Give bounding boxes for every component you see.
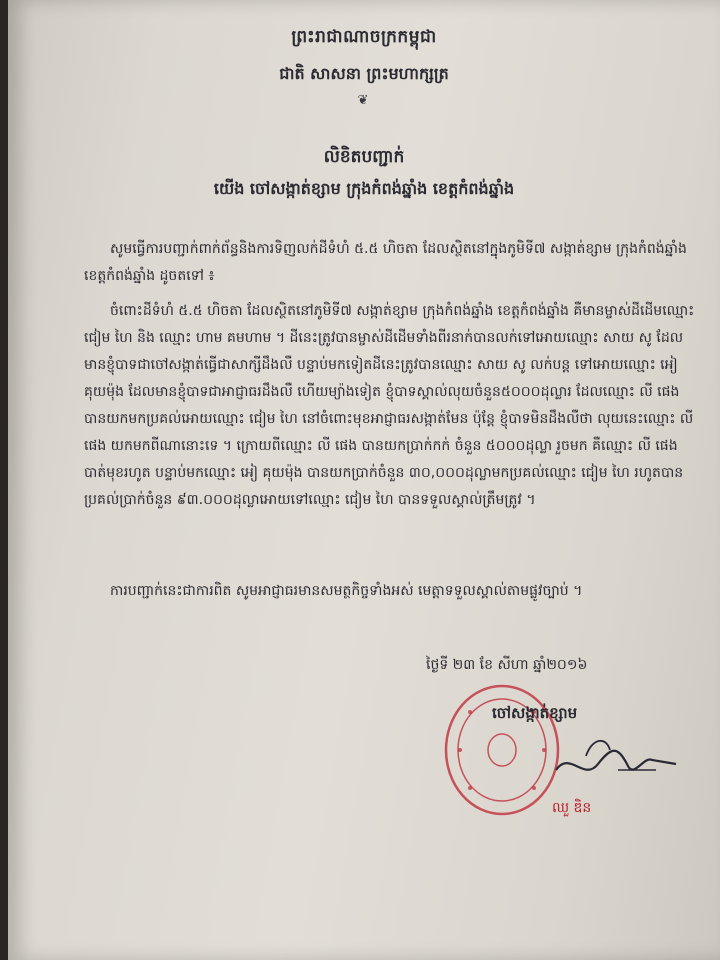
intro-paragraph [84,236,702,290]
document-date: ថ្ងៃទី ២៣ ខែ សីហា ឆ្នាំ២០១៦ [426,657,588,673]
main-paragraph-text: ចំពោះដីទំហំ ៥.៥ ហិចតា ដែលស្ថិតនៅភូមិទី៧ សង្កាត់ខ្សាម ក្រុងកំពង់ឆ្នាំង ខេត្តកំពង់ឆ្នាំង គឺមានម្ចាស់ដីដើមឈ្មោះ ជៀម ហៃ និង ឈ្មោះ ហាម គមហាម ។ ដីនេះត្រូវបានម្ចាស់ដីដើមទាំងពីរនាក់បានលក់ទៅអោយឈ្មោះ សាយ សូ ដែលមានខ្ញុំបាទជាចៅសង្កាត់ធ្វើជាសាក្សីដឹងលឺ បន្ទាប់មកទៀតដីនេះត្រូវបានឈ្មោះ សាយ សូ លក់បន្ត ទៅអោយឈ្មោះ អៀ គុយម៉ុង ដែលមានខ្ញុំបាទជាអាជ្ញាធរដឹងលឺ ហើយម្យ៉ាងទៀត ខ្ញុំបាទស្គាល់លុយចំនួន៥០០០ដុល្លារ ដែលឈ្មោះ លី ផេង បានយកមកប្រគល់អោយឈ្មោះ ជៀម ហៃ នៅចំពោះមុខអាជ្ញាធរសង្កាត់មែន ប៉ុន្តែ ខ្ញុំបាទមិនដឹងលឺថា លុយនេះឈ្មោះ លី ផេង យកមកពីណានោះទេ ។ ក្រោយពីឈ្មោះ លី ផេង បានយកប្រាក់កក់ ចំនួន ៥០០០ដុល្លា រួចមក គឺឈ្មោះ លី ផេង បាត់មុខរហូត បន្ទាប់មកឈ្មោះ អៀ គុយម៉ុង បានយកប្រាក់ចំនួន ៣០,០០០ដុល្លាមកប្រគល់ឈ្មោះ ជៀម ហៃ រហូតបានប្រគល់ប្រាក់ចំនួន ៩៣.០០០ដុល្លាអោយទៅឈ្មោះ ជៀម ហៃ បានទទួលស្គាល់ត្រឹមត្រូវ ។ [84,303,695,508]
document-header [8,26,720,108]
header-ornament-icon: ❦ [357,93,371,108]
handwritten-signature-icon [548,726,688,796]
signer-name: ឈួ ឌិន [552,800,592,816]
closing-paragraph-text: ការបញ្ជាក់នេះជាការពិត សូមអាជ្ញាធរមានសមត្ថកិច្ចទាំងអស់ មេត្តាទទួលស្គាល់តាមផ្លូវច្បាប់ ។ [110,583,583,599]
main-paragraph [84,298,702,514]
kingdom-title: ព្រះរាជាណាចក្រកម្ពុជា [291,27,437,47]
national-motto: ជាតិ សាសនា ព្រះមហាក្សត្រ [279,64,449,83]
document-type-title: លិខិតបញ្ជាក់ [323,147,405,167]
document-page [8,0,720,960]
intro-paragraph-text: សូមធ្វើការបញ្ជាក់ពាក់ព័ន្ធនិងការទិញលក់ដីទំហំ ៥.៥ ហិចតា ដែលស្ថិតនៅក្នុងភូមិទី៧ សង្កាត់ខ្សាម ក្រុងកំពង់ឆ្នាំង ខេត្តកំពង់ឆ្នាំង ដូចតទៅ ៖ [84,241,687,284]
issuer-subtitle: យើង ចៅសង្កាត់ខ្សាម ក្រុងកំពង់ឆ្នាំង ខេត្តកំពង់ឆ្នាំង [213,179,515,198]
closing-paragraph [84,578,702,605]
signer-title: ចៅសង្កាត់ខ្សាម [492,704,578,722]
